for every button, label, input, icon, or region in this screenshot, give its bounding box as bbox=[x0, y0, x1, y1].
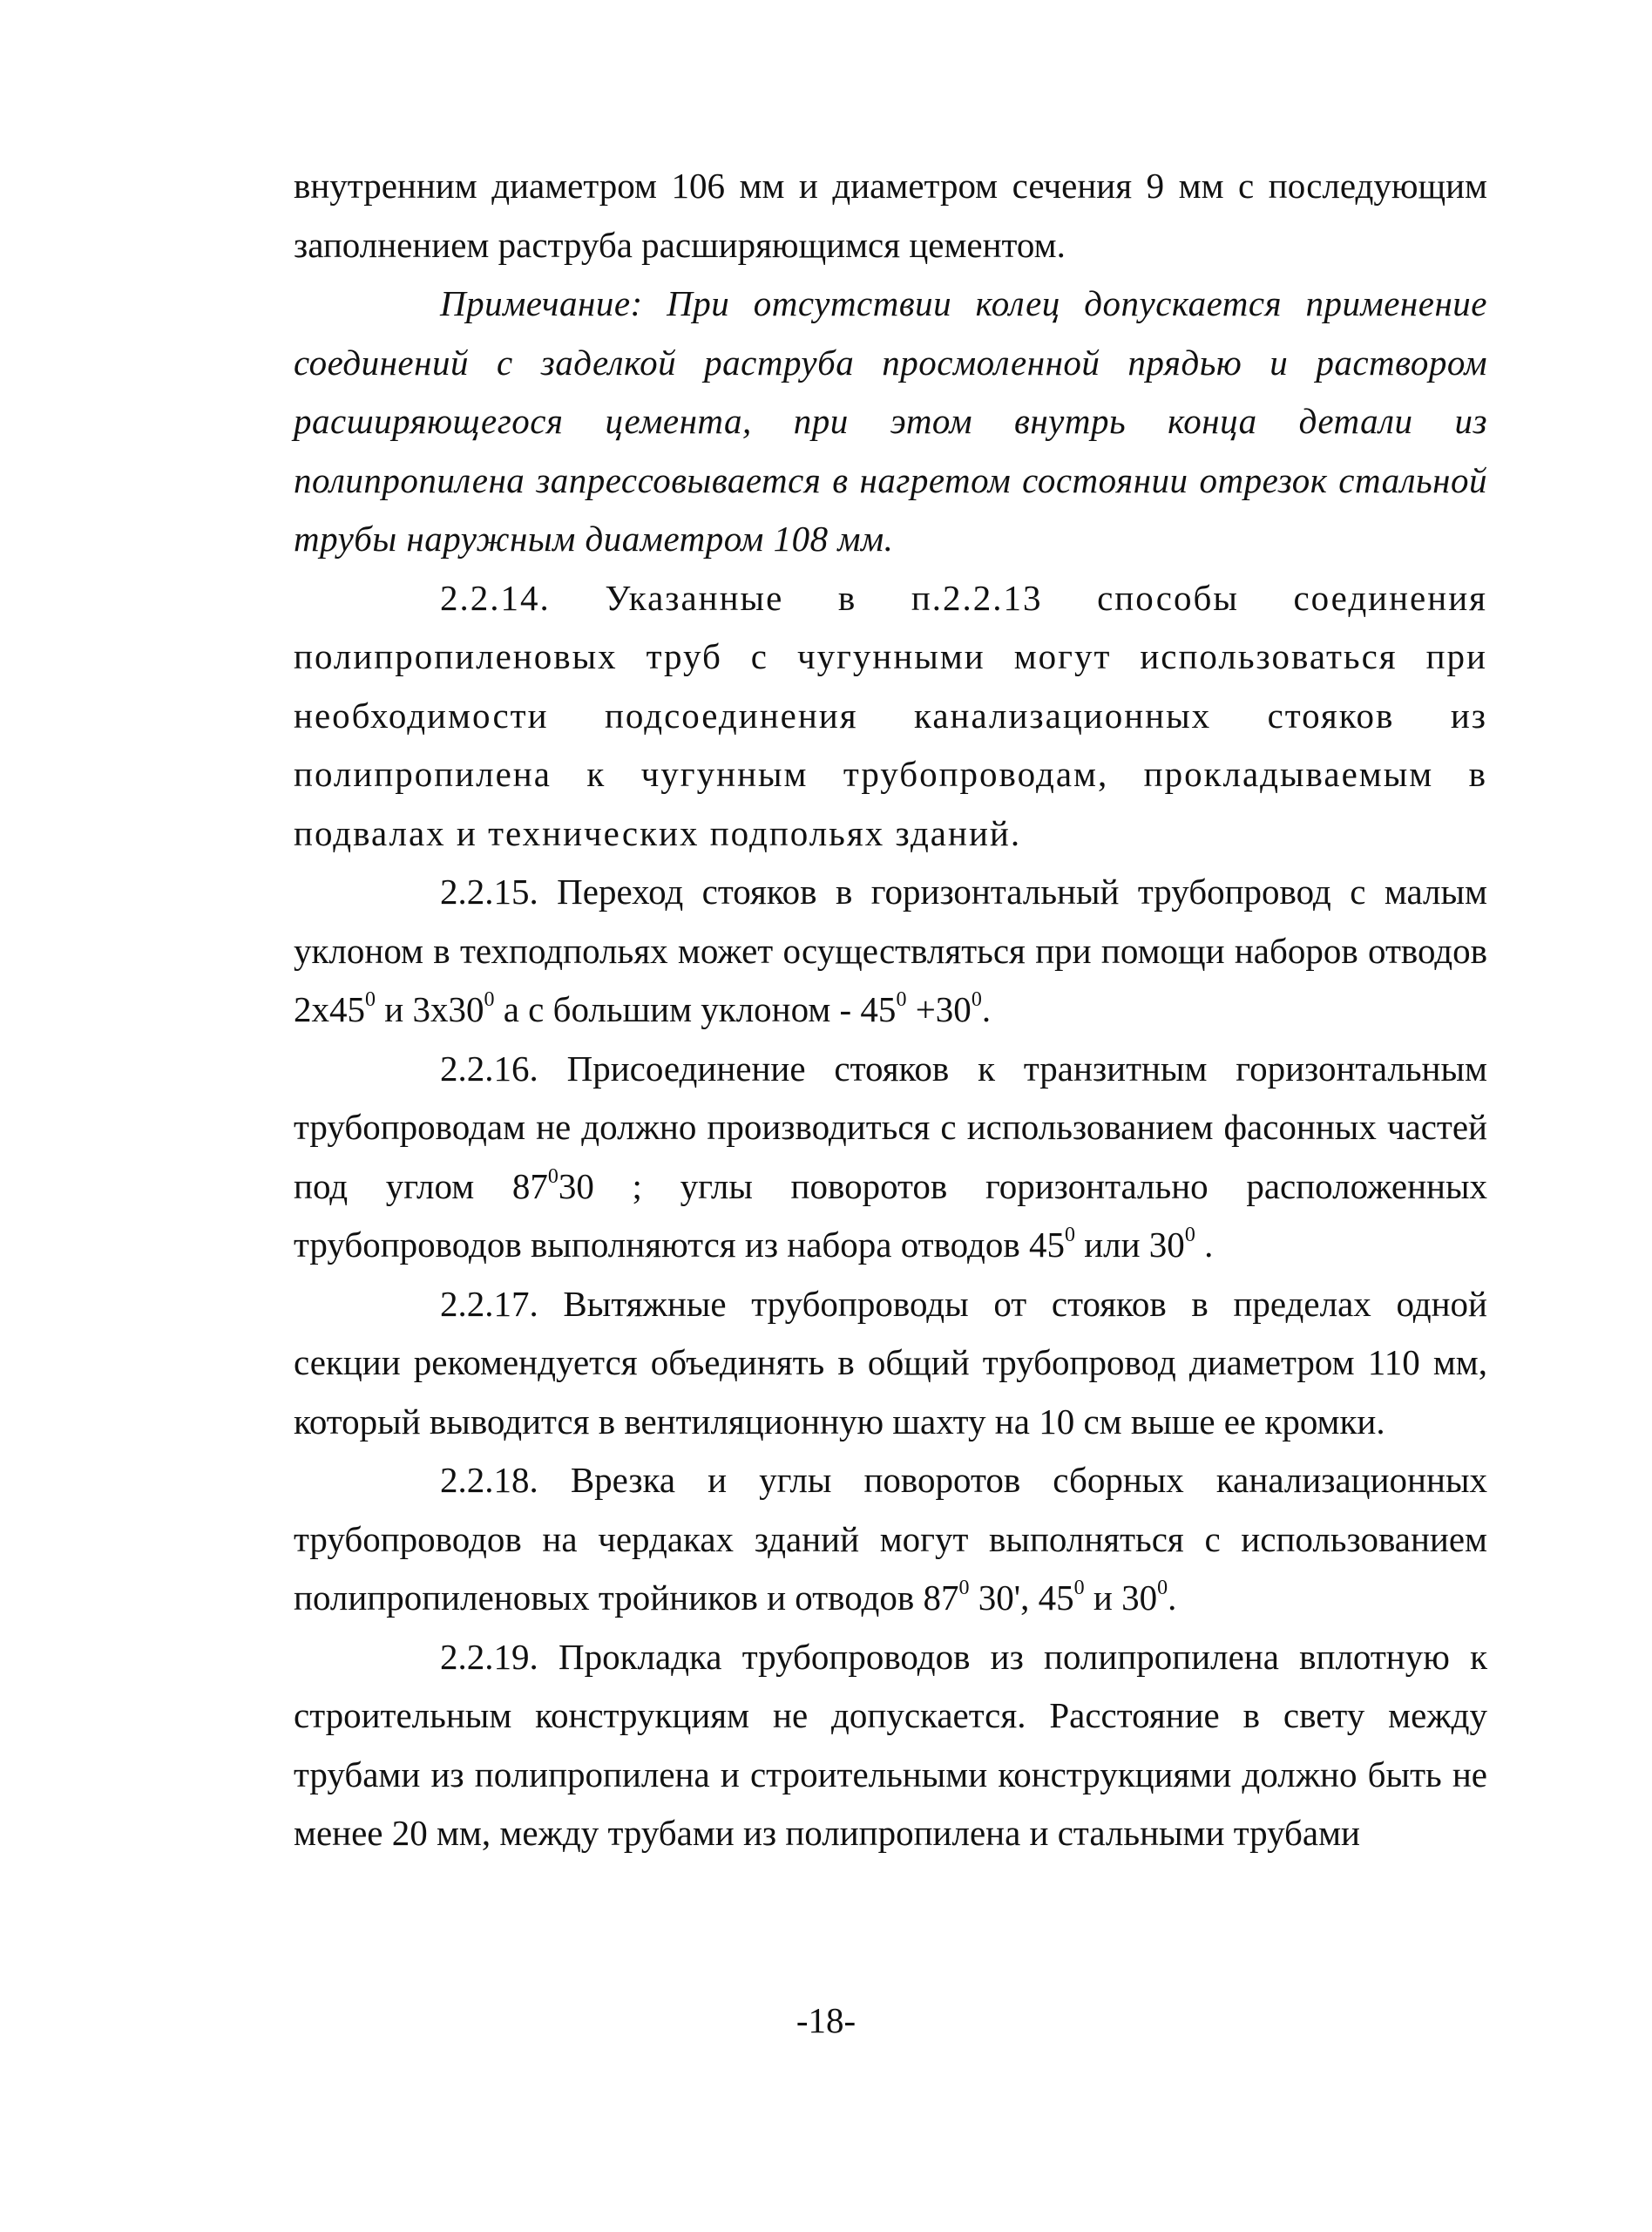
text-run: и 3х30 bbox=[376, 989, 484, 1029]
paragraph-2-2-16 bbox=[294, 1040, 1487, 1275]
text-run: и 30 bbox=[1084, 1577, 1158, 1618]
text-run: . bbox=[1168, 1577, 1177, 1618]
text-run: 2.2.16. Присоединение стояков к транзитным горизонтальным трубопроводам не должно производиться с использованием фасонных частей под углом 87 bbox=[294, 1048, 1487, 1206]
paragraph-note: Примечание: При отсутствии колец допускается применение соединений с заделкой раструба просмоленной прядью и раствором расширяющегося цемента, при этом внутрь конца детали из полипропилена запрессовывается в нагретом состоянии отрезок стальной трубы наружным диаметром 108 мм. bbox=[294, 283, 1487, 559]
degree-mark: 0 bbox=[896, 988, 907, 1011]
text-run: 2.2.15. Переход стояков в горизонтальный трубопровод с малым уклоном в техподпольях может осуществляться при помощи наборов отводов 2х45 bbox=[294, 872, 1487, 1029]
paragraph-2-2-19: 2.2.19. Прокладка трубопроводов из полипропилена вплотную к строительным конструкциям не допускается. Расстояние в свету между трубами из полипропилена и строительными конструкциями должно быть не менее 20 мм, между трубами из полипропилена и стальными трубами bbox=[294, 1636, 1487, 1853]
page-number: -18- bbox=[796, 2000, 856, 2040]
text-run: или 30 bbox=[1074, 1225, 1185, 1265]
paragraph-2-2-17: 2.2.17. Вытяжные трубопроводы от стояков в пределах одной секции рекомендуется объединять в общий трубопровод диаметром 110 мм, который выводится в вентиляционную шахту на 10 см выше ее кромки. bbox=[294, 1283, 1487, 1442]
degree-mark: 0 bbox=[1157, 1577, 1168, 1599]
text-run: 30', 45 bbox=[969, 1577, 1074, 1618]
text-run: +30 bbox=[906, 989, 972, 1029]
degree-mark: 0 bbox=[958, 1577, 970, 1599]
degree-mark: 0 bbox=[365, 988, 376, 1011]
body-text bbox=[294, 157, 1487, 1863]
paragraph-2-2-15 bbox=[294, 863, 1487, 1040]
degree-mark: 0 bbox=[1184, 1224, 1195, 1246]
degree-mark: 0 bbox=[484, 988, 495, 1011]
text-run: 2.2.18. Врезка и углы поворотов сборных канализационных трубопроводов на чердаках зданий могут выполняться с использованием полипропиленовых тройников и отводов 87 bbox=[294, 1460, 1487, 1618]
paragraph-intro: внутренним диаметром 106 мм и диаметром сечения 9 мм с последующим заполнением раструба расширяющимся цементом. bbox=[294, 166, 1487, 265]
degree-mark: 0 bbox=[1064, 1224, 1075, 1246]
degree-mark: 0 bbox=[547, 1164, 559, 1188]
degree-mark: 0 bbox=[971, 988, 982, 1011]
text-run: а с большим уклоном - 45 bbox=[494, 989, 897, 1029]
degree-mark: 0 bbox=[1073, 1577, 1085, 1599]
text-run: . bbox=[1195, 1225, 1214, 1265]
paragraph-2-2-18 bbox=[294, 1451, 1487, 1628]
text-run: 30 ; углы поворотов горизонтально расположенных трубопроводов выполняются из набора отводов 45 bbox=[294, 1165, 1487, 1265]
text-run: . bbox=[981, 989, 992, 1029]
paragraph-2-2-14: 2.2.14. Указанные в п.2.2.13 способы соединения полипропиленовых труб с чугунными могут использоваться при необходимости подсоединения канализационных стояков из полипропилена к чугунным трубопроводам, прокладываемым в подвалах и технических подпольях зданий. bbox=[294, 577, 1487, 853]
